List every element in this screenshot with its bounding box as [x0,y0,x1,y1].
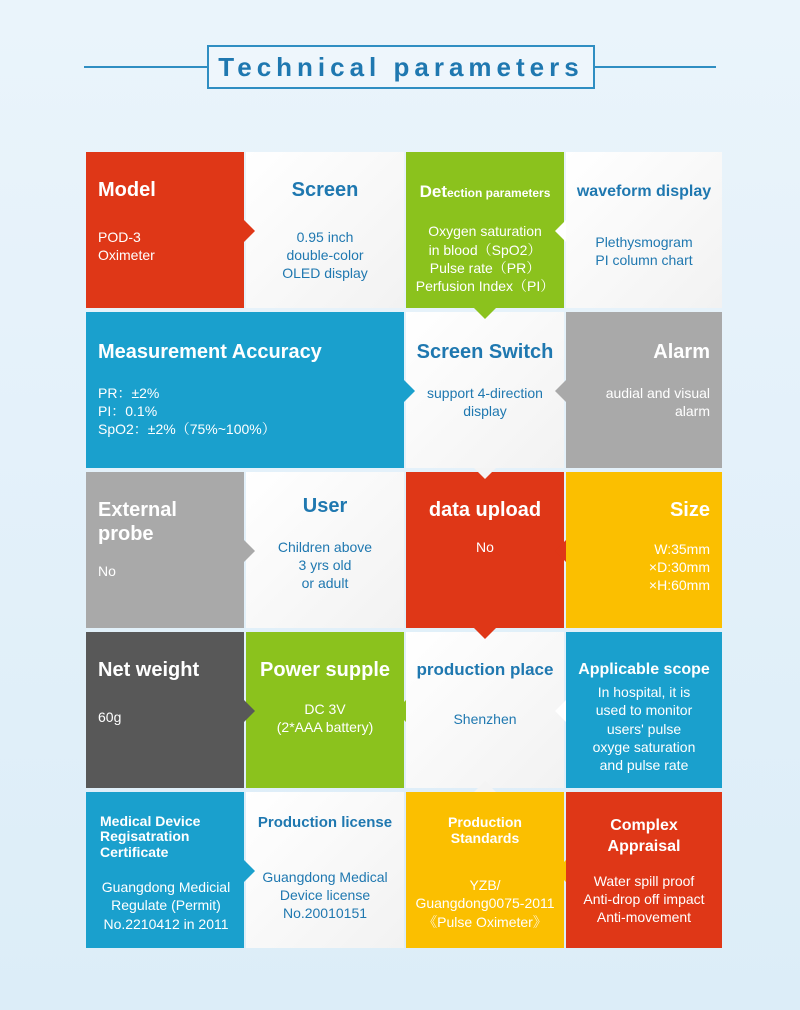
cell-production-place-value: Shenzhen [453,711,517,728]
cell-power-title: Power supple [259,659,391,681]
arrow-left-icon [395,700,406,722]
cell-production-place-title: production place [416,660,554,679]
cell-appraisal-value: Water spill proof Anti-drop off impact Anti-movement [583,872,705,925]
cell-data-upload-value: No [476,539,494,555]
arrow-right-icon [404,380,415,402]
cell-scope-title: Applicable scope [578,661,710,678]
cell-registration [86,792,244,948]
cell-model-value: POD-3 Oximeter [98,229,155,264]
cell-standards-title: Production Standards [448,814,522,847]
cell-production-license [246,792,404,948]
arrow-up-icon [474,781,496,792]
cell-screen-switch-value: support 4-direction display [427,385,543,420]
cell-screen-value: 0.95 inch double-color OLED display [282,229,368,282]
arrow-down-icon [474,308,496,319]
arrow-left-icon [555,540,566,562]
cell-screen [246,152,404,308]
cell-detection-title-small: ection parameters [447,186,551,200]
arrow-right-icon [244,700,255,722]
arrow-left-icon [555,380,566,402]
cell-production-place [406,632,564,788]
cell-net-weight-title: Net weight [98,659,200,681]
cell-model [86,152,244,308]
cell-production-license-title: Production license [257,814,393,831]
arrow-left-icon [555,700,566,722]
arrow-right-icon [244,540,255,562]
cell-external-probe [86,472,244,628]
title-rule-left [84,66,208,68]
arrow-right-icon [244,220,255,242]
cell-size-title: Size [669,499,710,521]
cell-power-value: DC 3V (2*AAA battery) [276,701,374,736]
arrow-down-icon [474,468,496,479]
cell-waveform-value: Plethysmogram PI column chart [595,234,693,269]
page-title: Technical parameters [207,45,595,89]
cell-detection [406,152,564,308]
cell-accuracy [86,312,404,468]
cell-size-value: W:35mm ×D:30mm ×H:60mm [648,541,710,594]
cell-net-weight [86,632,244,788]
cell-production-license-value: Guangdong Medical Device license No.20010151 [262,869,388,922]
cell-alarm-title: Alarm [653,341,710,363]
cell-registration-title: Medical Device Regisatration Certificate [100,813,201,860]
cell-standards [406,792,564,948]
cell-detection-value: Oxygen saturation in blood（SpO2） Pulse rate（PR） Perfusion Index（PI） [415,223,555,294]
cell-alarm-value: audial and visual alarm [605,385,710,420]
cell-appraisal-title: Complex Appraisal [607,817,681,855]
cell-model-title: Model [98,179,156,201]
cell-waveform [566,152,722,308]
cell-registration-value: Guangdong Medicial Regulate (Permit) No.2210412 in 2011 [101,879,231,932]
cell-data-upload-title: data upload [428,499,542,521]
cell-accuracy-title: Measurement Accuracy [98,341,322,363]
cell-net-weight-value: 60g [98,709,122,725]
cell-external-probe-title: External probe [98,499,177,545]
arrow-left-icon [555,860,566,882]
arrow-right-icon [244,860,255,882]
cell-user-value: Children above 3 yrs old or adult [277,539,373,592]
title-rule-right [594,66,716,68]
cell-screen-switch-title: Screen Switch [416,341,554,363]
cell-external-probe-value: No [98,563,116,579]
arrow-left-icon [555,220,566,242]
cell-data-upload [406,472,564,628]
cell-waveform-title: waveform display [576,183,712,200]
cell-power [246,632,404,788]
arrow-down-icon [474,628,496,639]
cell-user [246,472,404,628]
cell-scope-value: In hospital, it is used to monitor users' pulse oxyge saturation and pulse rate [592,684,696,773]
cell-accuracy-value: PR：±2% PI：0.1% SpO2：±2%（75%~100%） [98,385,276,438]
cell-scope [566,632,722,788]
cell-size [566,472,722,628]
parameters-grid [86,152,722,948]
cell-detection-title-big: Det [419,182,447,201]
cell-alarm [566,312,722,468]
cell-screen-title: Screen [291,179,359,201]
cell-appraisal [566,792,722,948]
cell-user-title: User [302,495,348,517]
cell-detection-title [410,182,560,202]
cell-screen-switch [406,312,564,468]
cell-standards-value: YZB/ Guangdong0075-2011 《Pulse Oximeter》 [415,877,555,930]
